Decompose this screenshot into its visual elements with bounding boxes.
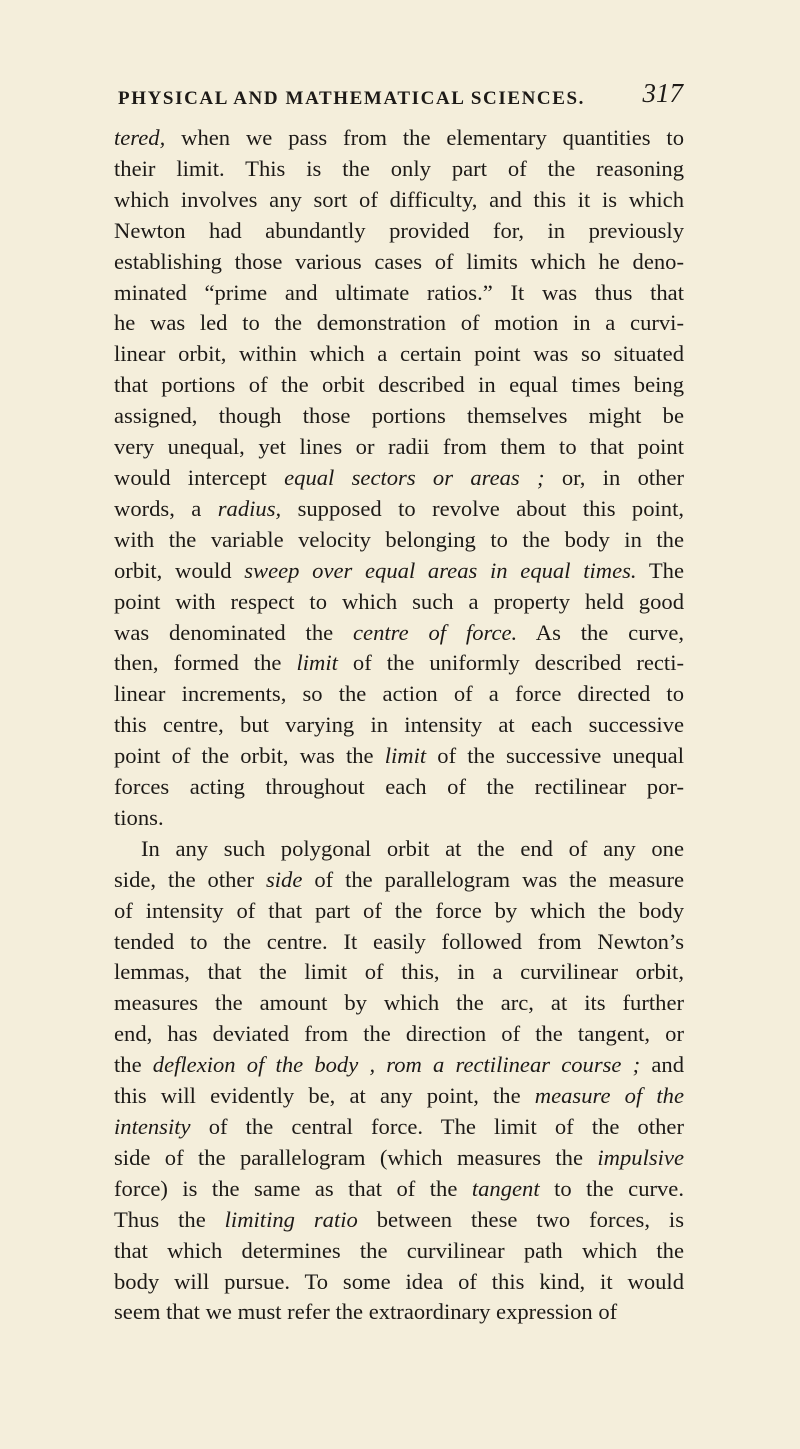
- running-head: [118, 78, 683, 114]
- text-line: [114, 247, 684, 278]
- text-line: [114, 1205, 684, 1236]
- text-line: [114, 308, 684, 339]
- text-line: [114, 927, 684, 958]
- text-run: body will pursue. To some idea of this kind, it would: [114, 1268, 684, 1294]
- text-run: words, a: [114, 495, 218, 521]
- text-run: this will evidently be, at any point, the: [114, 1083, 535, 1109]
- italic-run: limit: [296, 650, 338, 676]
- text-run: that which determines the curvilinear path which the: [114, 1237, 684, 1263]
- text-run: tended to the centre. It easily followed from Newton’s: [114, 928, 684, 954]
- text-line: [114, 1143, 684, 1174]
- text-run: point with respect to which such a property held good: [114, 588, 684, 614]
- italic-run: impulsive: [597, 1144, 684, 1170]
- text-line: [114, 432, 684, 463]
- text-line: [114, 154, 684, 185]
- text-line: [114, 710, 684, 741]
- text-run: when we pass from the elementary quantities to: [165, 125, 684, 150]
- text-line: [114, 339, 684, 370]
- text-run: tions.: [114, 804, 164, 830]
- text-run: point of the orbit, was the: [114, 743, 385, 769]
- text-line: [114, 834, 684, 865]
- text-run: of the central force. The limit of the other: [190, 1114, 684, 1139]
- text-run: seem that we must refer the extraordinary expression of: [114, 1299, 618, 1325]
- text-line: [114, 988, 684, 1019]
- text-line: [114, 648, 684, 679]
- text-line: [114, 494, 684, 525]
- text-line: [114, 587, 684, 618]
- text-line: [114, 1297, 684, 1328]
- text-run: between these two forces, is: [357, 1206, 684, 1232]
- text-line: [114, 1267, 684, 1298]
- text-run: The: [636, 557, 684, 583]
- italic-run: equal sectors or areas ;: [284, 464, 545, 490]
- text-line: [114, 679, 684, 710]
- text-run: assigned, though those portions themselves might be: [114, 403, 684, 429]
- text-line: [114, 865, 684, 896]
- text-line: [114, 401, 684, 432]
- text-run: which involves any sort of difficulty, and this it is which: [114, 186, 684, 212]
- text-run: that portions of the orbit described in equal times being: [114, 372, 684, 398]
- text-run: of the parallelogram was the measure: [302, 866, 684, 892]
- text-run: then, formed the: [114, 650, 297, 676]
- italic-run: deflexion of the body , rom a rectilinear course ;: [152, 1052, 641, 1078]
- running-title: PHYSICAL AND MATHEMATICAL SCIENCES.: [118, 88, 586, 109]
- text-run: side of the parallelogram (which measures the: [114, 1144, 598, 1170]
- text-run: end, has deviated from the direction of the tangent, or: [114, 1021, 684, 1047]
- text-run: very unequal, yet lines or radii from them to that point: [114, 434, 684, 460]
- text-line: [114, 803, 684, 834]
- text-run: Newton had abundantly provided for, in previously: [114, 217, 684, 243]
- text-line: [114, 463, 684, 494]
- text-run: minated “prime and ultimate ratios.” It was thus that: [114, 279, 684, 305]
- text-run: In any such polygonal orbit at the end of any one: [141, 835, 684, 861]
- text-line: [114, 1112, 684, 1143]
- text-run: he was led to the demonstration of motion in a curvi-: [114, 310, 684, 336]
- text-line: [114, 618, 684, 649]
- text-run: linear orbit, within which a certain point was so situated: [114, 341, 684, 367]
- text-run: the: [114, 1052, 153, 1078]
- text-run: was denominated the: [114, 619, 354, 645]
- text-line: [114, 1019, 684, 1050]
- text-run: side, the other: [114, 866, 266, 892]
- italic-run: intensity: [114, 1114, 191, 1139]
- text-run: their limit. This is the only part of the reasoning: [114, 155, 684, 181]
- text-line: [114, 216, 684, 247]
- text-run: of the successive unequal: [426, 743, 684, 769]
- text-line: [114, 525, 684, 556]
- text-run: would intercept: [114, 464, 285, 490]
- text-run: measures the amount by which the arc, at its further: [114, 990, 684, 1016]
- text-line: [114, 1050, 684, 1081]
- italic-run: tangent: [471, 1175, 540, 1201]
- italic-run: tered,: [114, 125, 166, 150]
- text-line: [114, 772, 684, 803]
- text-line: [114, 1081, 684, 1112]
- text-run: linear increments, so the action of a force directed to: [114, 681, 684, 707]
- text-line: [114, 123, 684, 154]
- text-run: As the curve,: [517, 619, 684, 645]
- text-run: lemmas, that the limit of this, in a curvilinear orbit,: [114, 959, 684, 985]
- italic-run: side: [265, 866, 303, 892]
- text-run: orbit, would: [114, 557, 245, 583]
- text-line: [114, 370, 684, 401]
- text-run: forces acting throughout each of the rectilinear por-: [114, 774, 684, 800]
- text-line: [114, 957, 684, 988]
- text-run: of the uniformly described recti-: [337, 650, 684, 676]
- text-run: this centre, but varying in intensity at each successive: [114, 712, 684, 738]
- italic-run: radius,: [217, 495, 282, 521]
- italic-run: centre of force.: [353, 619, 518, 645]
- text-run: and: [640, 1052, 684, 1078]
- body-text: [114, 123, 684, 1328]
- italic-run: limiting ratio: [224, 1206, 358, 1232]
- text-run: or, in other: [544, 464, 684, 490]
- page-number: 317: [642, 78, 683, 108]
- italic-run: measure of the: [534, 1083, 684, 1109]
- text-run: with the variable velocity belonging to the body in the: [114, 526, 684, 552]
- text-run: supposed to revolve about this point,: [281, 495, 684, 521]
- text-run: of intensity of that part of the force by which the body: [114, 897, 684, 923]
- text-line: [114, 741, 684, 772]
- text-run: Thus the: [114, 1206, 225, 1232]
- text-line: [114, 185, 684, 216]
- text-line: [114, 556, 684, 587]
- italic-run: limit: [384, 743, 427, 769]
- text-run: establishing those various cases of limits which he deno-: [114, 248, 684, 274]
- text-run: to the curve.: [539, 1175, 684, 1201]
- text-line: [114, 896, 684, 927]
- text-line: [114, 1174, 684, 1205]
- text-line: [114, 1236, 684, 1267]
- italic-run: sweep over equal areas in equal times.: [244, 557, 637, 583]
- text-run: force) is the same as that of the: [114, 1175, 472, 1201]
- text-line: [114, 278, 684, 309]
